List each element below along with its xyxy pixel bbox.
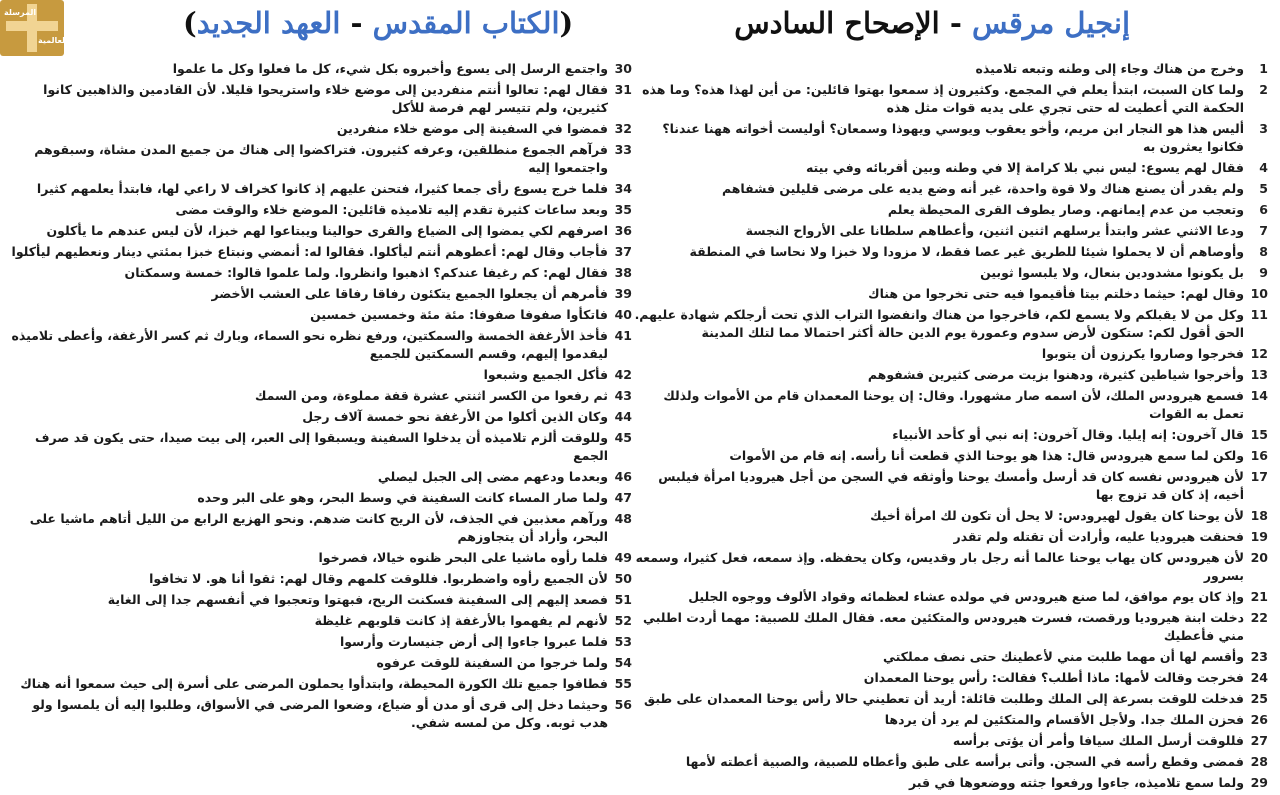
verse-text: وأقسم لها أن مهما طلبت مني لأعطينك حتى نصف مملكتي <box>882 649 1244 664</box>
verse-row <box>634 264 1268 282</box>
verse-number: 29 <box>1250 775 1268 790</box>
verse-row <box>634 711 1268 729</box>
verse-row <box>634 648 1268 666</box>
verse-number: 21 <box>1250 589 1268 604</box>
verse-text: فلما رأوه ماشيا على البحر ظنوه خيالا، فصرخوا <box>318 550 608 565</box>
verse-text: ولما سمع تلاميذه، جاءوا ورفعوا جثته ووضعوها في قبر <box>909 775 1244 790</box>
verse-row <box>634 507 1268 525</box>
verse-row <box>634 285 1268 303</box>
verse-row <box>634 690 1268 708</box>
verse-row <box>634 774 1268 792</box>
verse-row <box>4 489 632 507</box>
verse-text: فسمع هيرودس الملك، لأن اسمه صار مشهورا. وقال: إن يوحنا المعمدان قام من الأموات ولذلك تعمل به القوات <box>663 388 1244 421</box>
verse-row <box>4 285 632 303</box>
verse-text: لأنهم لم يفهموا بالأرغفة إذ كانت قلوبهم غليظة <box>314 613 608 628</box>
verse-text: اصرفهم لكي يمضوا إلى الضياع والقرى حوالينا ويبتاعوا لهم خبزا، لأن ليس عندهم ما يأكلون <box>46 223 608 238</box>
verse-row <box>634 159 1268 177</box>
verse-row <box>4 327 632 363</box>
verse-row <box>4 366 632 384</box>
logo-text-left: المرسلة <box>4 8 37 17</box>
verse-row <box>4 675 632 693</box>
verse-row <box>634 426 1268 444</box>
verse-row <box>4 81 632 117</box>
verse-row <box>634 447 1268 465</box>
verse-row <box>4 510 632 546</box>
verse-number: 4 <box>1259 160 1268 175</box>
verse-text: فخرجوا وصاروا يكرزون أن يتوبوا <box>1041 346 1244 361</box>
verse-number: 6 <box>1259 202 1268 217</box>
verse-number: 13 <box>1250 367 1268 382</box>
verse-number: 36 <box>614 223 632 238</box>
verse-text: فحزن الملك جدا. ولأجل الأقسام والمتكئين لم يرد أن يردها <box>884 712 1244 727</box>
verse-number: 22 <box>1250 610 1268 625</box>
verse-number: 48 <box>614 511 632 526</box>
right-title-sep: - <box>939 6 972 40</box>
verse-row <box>634 753 1268 771</box>
verse-number: 25 <box>1250 691 1268 706</box>
verse-row <box>4 696 632 732</box>
verse-number: 5 <box>1259 181 1268 196</box>
verse-number: 50 <box>614 571 632 586</box>
verse-number: 30 <box>614 61 632 76</box>
logo-text-right: العالمية <box>38 36 68 45</box>
left-title-sep: - <box>340 6 373 40</box>
verse-row <box>634 201 1268 219</box>
verse-text: فاتكأوا صفوفا صفوفا: مئة مئة وخمسين خمسين <box>310 307 608 322</box>
verse-number: 3 <box>1259 121 1268 136</box>
verse-number: 15 <box>1250 427 1268 442</box>
verse-number: 45 <box>614 430 632 445</box>
cross-bar <box>6 21 58 31</box>
verse-text: وبعدما ودعهم مضى إلى الجبل ليصلي <box>377 469 608 484</box>
verse-text: ولما خرجوا من السفينة للوقت عرفوه <box>376 655 608 670</box>
verse-text: وكان الذين أكلوا من الأرغفة نحو خمسة آلاف رجل <box>302 409 608 424</box>
verse-row <box>634 60 1268 78</box>
verse-text: وقال لهم: حيثما دخلتم بيتا فأقيموا فيه حتى تخرجوا من هناك <box>868 286 1244 301</box>
right-verse-column <box>634 60 1268 795</box>
verse-text: ولما كان السبت، ابتدأ يعلم في المجمع. وكثيرون إذ سمعوا بهتوا قائلين: من أين لهذا هذه؟ وما هذه الحكمة التي أعطيت له حتى تجري على يديه قوات مثل هذه <box>642 82 1244 115</box>
verse-number: 28 <box>1250 754 1268 769</box>
left-title-open: ( <box>559 6 574 40</box>
verse-number: 10 <box>1250 286 1268 301</box>
verse-number: 7 <box>1259 223 1268 238</box>
verse-row <box>4 201 632 219</box>
verse-text: فطافوا جميع تلك الكورة المحيطة، وابتدأوا يحملون المرضى على أسرة إلى حيث سمعوا أنه هناك <box>20 676 608 691</box>
verse-row <box>634 669 1268 687</box>
verse-text: لأن يوحنا كان يقول لهيرودس: لا يحل أن تكون لك امرأة أخيك <box>870 508 1244 523</box>
verse-row <box>634 468 1268 504</box>
verse-row <box>634 345 1268 363</box>
verse-text: ورآهم معذبين في الجذف، لأن الريح كانت ضدهم. ونحو الهزيع الرابع من الليل أتاهم ماشيا على البحر، وأراد أن يتجاوزهم <box>29 511 608 544</box>
verse-number: 1 <box>1259 61 1268 76</box>
verse-text: لأن هيرودس كان يهاب يوحنا عالما أنه رجل بار وقديس، وكان يحفظه. وإذ سمعه، فعل كثيرا، وسمعه بسرور <box>635 550 1244 583</box>
verse-row <box>634 366 1268 384</box>
verse-row <box>634 306 1268 342</box>
verse-number: 39 <box>614 286 632 301</box>
verse-text: فصعد إليهم إلى السفينة فسكنت الريح، فبهتوا وتعجبوا في أنفسهم جدا إلى الغاية <box>107 592 608 607</box>
header <box>0 0 1280 58</box>
verse-number: 42 <box>614 367 632 382</box>
verse-text: فدخلت للوقت بسرعة إلى الملك وطلبت قائلة: أريد أن تعطيني حالا رأس يوحنا المعمدان على طبق <box>644 691 1244 706</box>
verse-text: وللوقت ألزم تلاميذه أن يدخلوا السفينة ويسبقوا إلى العبر، إلى بيت صيدا، حتى يكون قد صرف الجمع <box>34 430 608 463</box>
verse-number: 34 <box>614 181 632 196</box>
verse-text: فمضى وقطع رأسه في السجن. وأتى برأسه على طبق وأعطاه للصبية، والصبية أعطته لأمها <box>685 754 1244 769</box>
verse-text: ولم يقدر أن يصنع هناك ولا قوة واحدة، غير أنه وضع يديه على مرضى قليلين فشفاهم <box>721 181 1244 196</box>
verse-text: وكل من لا يقبلكم ولا يسمع لكم، فاخرجوا من هناك وانفضوا التراب الذي تحت أرجلكم شهادة عليهم. الحق أقول لكم: ستكون لأرض سدوم وعمورة يوم الدين حالة أكثر احتمالا مما لتلك المدينة <box>634 307 1244 340</box>
verse-number: 54 <box>614 655 632 670</box>
verse-row <box>4 180 632 198</box>
left-title <box>183 6 573 40</box>
verse-text: فرآهم الجموع منطلقين، وعرفه كثيرون. فتراكضوا إلى هناك من جميع المدن مشاة، وسبقوهم واجتمعوا إليه <box>34 142 608 175</box>
verse-row <box>4 60 632 78</box>
verse-text: فقال لهم: تعالوا أنتم منفردين إلى موضع خلاء واستريحوا قليلا. لأن القادمين والذاهبين كانوا كثيرين، ولم تتيسر لهم فرصة للأكل <box>43 82 608 115</box>
verse-row <box>4 654 632 672</box>
verse-text: فلما خرج يسوع رأى جمعا كثيرا، فتحنن عليهم إذ كانوا كخراف لا راعي لها، فابتدأ يعلمهم كثيرا <box>36 181 608 196</box>
left-verse-column <box>4 60 632 735</box>
verse-row <box>634 528 1268 546</box>
verse-row <box>4 570 632 588</box>
verse-text: فللوقت أرسل الملك سيافا وأمر أن يؤتى برأسه <box>952 733 1244 748</box>
verse-row <box>4 222 632 240</box>
left-title-close: ) <box>183 6 197 40</box>
verse-row <box>4 408 632 426</box>
verse-text: وحيثما دخل إلى قرى أو مدن أو ضياع، وضعوا المرضى في الأسواق، وطلبوا إليه أن يلمسوا ولو هدب ثوبه. وكل من لمسه شفي. <box>32 697 608 730</box>
verse-text: أليس هذا هو النجار ابن مريم، وأخو يعقوب ويوسي ويهوذا وسمعان؟ أوليست أخواته ههنا عندنا؟ فكانوا يعثرون به <box>662 121 1244 154</box>
verse-text: بل يكونوا مشدودين بنعال، ولا يلبسوا ثوبين <box>980 265 1244 280</box>
verse-text: فمضوا في السفينة إلى موضع خلاء منفردين <box>336 121 608 136</box>
verse-row <box>634 222 1268 240</box>
verse-row <box>634 120 1268 156</box>
verse-number: 56 <box>614 697 632 712</box>
verse-number: 35 <box>614 202 632 217</box>
verse-row <box>4 612 632 630</box>
verse-number: 24 <box>1250 670 1268 685</box>
verse-text: وبعد ساعات كثيرة تقدم إليه تلاميذه قائلين: الموضع خلاء والوقت مضى <box>175 202 608 217</box>
verse-number: 16 <box>1250 448 1268 463</box>
verse-text: ودعا الاثني عشر وابتدأ يرسلهم اثنين اثنين، وأعطاهم سلطانا على الأرواح النجسة <box>745 223 1244 238</box>
verse-number: 2 <box>1259 82 1268 97</box>
verse-number: 11 <box>1250 307 1268 322</box>
verse-row <box>4 243 632 261</box>
verse-row <box>634 81 1268 117</box>
verse-text: ولكن لما سمع هيرودس قال: هذا هو يوحنا الذي قطعت أنا رأسه. إنه قام من الأموات <box>729 448 1244 463</box>
verse-text: فأخذ الأرغفة الخمسة والسمكتين، ورفع نظره نحو السماء، وبارك ثم كسر الأرغفة، وأعطى تلاميذه ليقدموا إليهم، وقسم السمكتين للجميع <box>11 328 608 361</box>
verse-text: فأكل الجميع وشبعوا <box>483 367 608 382</box>
verse-number: 33 <box>614 142 632 157</box>
verse-row <box>634 609 1268 645</box>
verse-row <box>634 180 1268 198</box>
verse-number: 17 <box>1250 469 1268 484</box>
verse-number: 27 <box>1250 733 1268 748</box>
verse-text: لأن هيرودس نفسه كان قد أرسل وأمسك يوحنا وأوثقه في السجن من أجل هيروديا امرأة فيلبس أخيه، إذ كان قد تزوج بها <box>658 469 1244 502</box>
verse-text: واجتمع الرسل إلى يسوع وأخبروه بكل شيء، كل ما فعلوا وكل ما علموا <box>172 61 608 76</box>
verse-text: قال آخرون: إنه إيليا. وقال آخرون: إنه نبي أو كأحد الأنبياء <box>892 427 1244 442</box>
verse-row <box>634 387 1268 423</box>
verse-number: 46 <box>614 469 632 484</box>
verse-number: 47 <box>614 490 632 505</box>
verse-number: 40 <box>614 307 632 322</box>
verse-number: 26 <box>1250 712 1268 727</box>
verse-number: 37 <box>614 244 632 259</box>
verse-number: 18 <box>1250 508 1268 523</box>
verse-number: 19 <box>1250 529 1268 544</box>
verse-number: 51 <box>614 592 632 607</box>
verse-text: ثم رفعوا من الكسر اثنتي عشرة قفة مملوءة، ومن السمك <box>254 388 608 403</box>
verse-row <box>4 387 632 405</box>
verse-text: فحنقت هيروديا عليه، وأرادت أن تقتله ولم تقدر <box>953 529 1244 544</box>
verse-row <box>4 633 632 651</box>
verse-number: 52 <box>614 613 632 628</box>
verse-text: فقال لهم: كم رغيفا عندكم؟ اذهبوا وانظروا. ولما علموا قالوا: خمسة وسمكتان <box>124 265 608 280</box>
right-title-chapter: الإصحاح السادس <box>734 6 940 40</box>
verse-row <box>634 732 1268 750</box>
verse-number: 32 <box>614 121 632 136</box>
verse-row <box>4 591 632 609</box>
verse-number: 12 <box>1250 346 1268 361</box>
verse-number: 49 <box>614 550 632 565</box>
verse-text: فأجاب وقال لهم: أعطوهم أنتم ليأكلوا. فقالوا له: أنمضي ونبتاع خبزا بمئتي دينار ونعطيهم ليأكلوا <box>11 244 608 259</box>
verse-row <box>4 549 632 567</box>
verse-row <box>634 549 1268 585</box>
verse-text: دخلت ابنة هيروديا ورقصت، فسرت هيرودس والمتكئين معه. فقال الملك للصبية: مهما أردت اطلبي مني فأعطيك <box>642 610 1244 643</box>
verse-text: وأخرجوا شياطين كثيرة، ودهنوا بزيت مرضى كثيرين فشفوهم <box>867 367 1244 382</box>
verse-number: 41 <box>614 328 632 343</box>
left-title-testament: العهد الجديد <box>196 6 341 40</box>
verse-text: وإذ كان يوم موافق، لما صنع هيرودس في مولده عشاء لعظمائه وقواد الألوف ووجوه الجليل <box>688 589 1244 604</box>
verse-text: فقال لهم يسوع: ليس نبي بلا كرامة إلا في وطنه وبين أقربائه وفي بيته <box>805 160 1244 175</box>
verse-number: 38 <box>614 265 632 280</box>
verse-text: وتعجب من عدم إيمانهم. وصار يطوف القرى المحيطة يعلم <box>887 202 1244 217</box>
verse-row <box>4 306 632 324</box>
verse-text: فخرجت وقالت لأمها: ماذا أطلب؟ فقالت: رأس يوحنا المعمدان <box>863 670 1244 685</box>
verse-text: فلما عبروا جاءوا إلى أرض جنيسارت وأرسوا <box>339 634 608 649</box>
left-title-book: الكتاب المقدس <box>372 6 560 40</box>
verse-number: 53 <box>614 634 632 649</box>
verse-text: فأمرهم أن يجعلوا الجميع يتكئون رفاقا رفاقا على العشب الأخضر <box>211 286 608 301</box>
verse-row <box>4 120 632 138</box>
verse-number: 44 <box>614 409 632 424</box>
verse-row <box>4 264 632 282</box>
verse-text: ولما صار المساء كانت السفينة في وسط البحر، وهو على البر وحده <box>197 490 608 505</box>
verse-number: 55 <box>614 676 632 691</box>
right-title <box>734 6 1130 40</box>
verse-number: 20 <box>1250 550 1268 565</box>
logo <box>0 0 68 56</box>
verse-number: 8 <box>1259 244 1268 259</box>
verse-number: 43 <box>614 388 632 403</box>
verse-text: وخرج من هناك وجاء إلى وطنه وتبعه تلاميذه <box>975 61 1244 76</box>
verse-number: 14 <box>1250 388 1268 403</box>
verse-row <box>4 141 632 177</box>
verse-number: 31 <box>614 82 632 97</box>
verse-text: وأوصاهم أن لا يحملوا شيئا للطريق غير عصا فقط، لا مزودا ولا خبزا ولا نحاسا في المنطقة <box>689 244 1244 259</box>
right-title-book: إنجيل مرقس <box>971 6 1130 40</box>
verse-text: لأن الجميع رأوه واضطربوا. فللوقت كلمهم وقال لهم: ثقوا أنا هو. لا تخافوا <box>149 571 608 586</box>
verse-row <box>634 243 1268 261</box>
verse-row <box>4 429 632 465</box>
verse-row <box>634 588 1268 606</box>
verse-number: 23 <box>1250 649 1268 664</box>
verse-row <box>4 468 632 486</box>
verse-number: 9 <box>1259 265 1268 280</box>
